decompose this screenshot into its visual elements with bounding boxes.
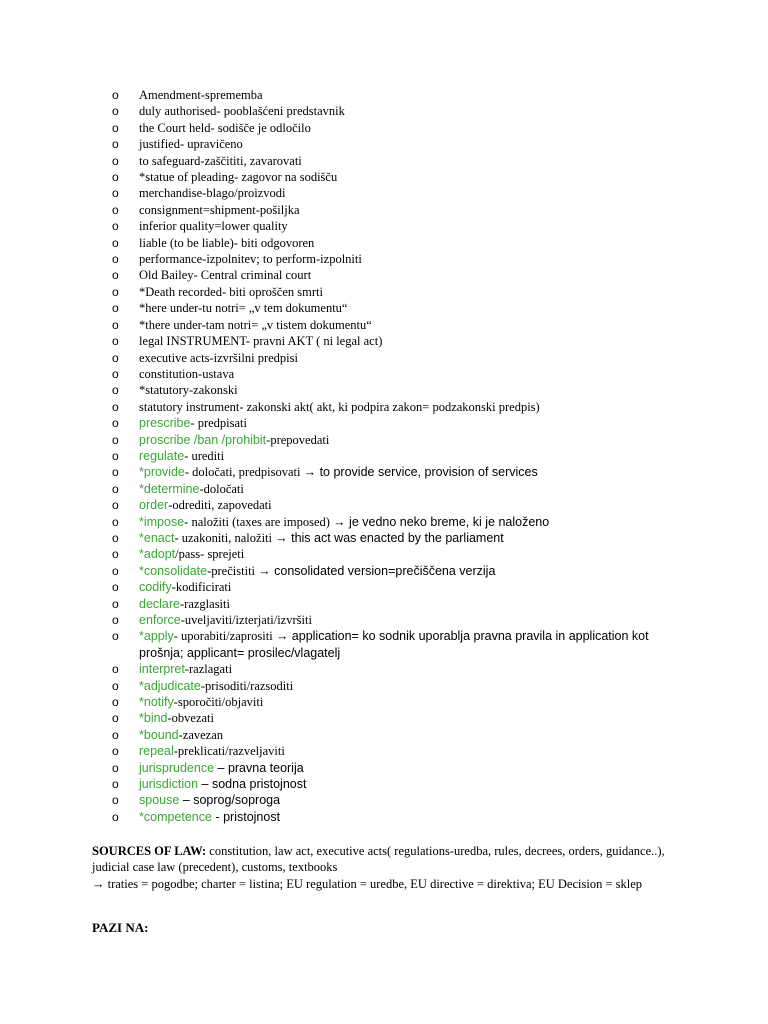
list-item (0, 120, 768, 136)
list-item (0, 628, 768, 661)
term-text: – sodna pristojnost (198, 777, 307, 792)
term-text: → application= ko sodnik uporablja pravna pravila in application kot prošnja; applicant= prosilec/vlagatelj (139, 629, 649, 660)
term-text: the Court held- sodišče je odločilo (139, 120, 311, 135)
term-highlight: *bind (139, 711, 168, 726)
list-item (0, 661, 768, 677)
term-text: statutory instrument- zakonski akt( akt, ki podpira zakon= podzakonski predpis) (139, 399, 540, 414)
list-item (0, 694, 768, 710)
bullet-icon: o (112, 416, 119, 431)
bullet-icon: o (112, 268, 119, 283)
term-text: – soprog/soproga (179, 793, 281, 808)
list-item (0, 366, 768, 382)
list-item (0, 300, 768, 316)
term-text: - predpisati (190, 416, 248, 431)
term-text: executive acts-izvršilni predpisi (139, 350, 298, 365)
bullet-icon: o (112, 104, 119, 119)
term-highlight: *bound (139, 727, 179, 742)
term-highlight: *enact (139, 530, 175, 545)
bullet-icon: o (112, 284, 119, 299)
bullet-icon: o (112, 629, 119, 644)
list-item (0, 678, 768, 694)
term-highlight: *provide (139, 465, 185, 480)
term-text: liable (to be liable)- biti odgovoren (139, 235, 315, 250)
term-text: -preklicati/razveljaviti (173, 744, 285, 759)
list-item (0, 612, 768, 628)
list-item (0, 448, 768, 464)
bullet-icon: o (112, 727, 119, 742)
list-item (0, 267, 768, 283)
term-text: -obvezati (167, 711, 215, 726)
term-text: -razglasiti (180, 596, 230, 611)
list-item (0, 514, 768, 530)
term-highlight: declare (139, 596, 180, 611)
term-highlight: spouse (139, 793, 180, 808)
list-item (0, 497, 768, 513)
list-item (0, 464, 768, 480)
bullet-icon: o (112, 383, 119, 398)
sources-heading: SOURCES OF LAW: (92, 844, 207, 858)
term-text: -določati (199, 481, 244, 496)
term-text: - uzakoniti, naložiti (174, 530, 276, 545)
term-text: to safeguard-zaščititi, zavarovati (139, 153, 302, 168)
bullet-icon: o (112, 678, 119, 693)
term-text: Amendment-sprememba (139, 88, 263, 102)
term-text: merchandise-blago/proizvodi (139, 186, 286, 201)
term-text: -kodificirati (171, 580, 232, 595)
term-highlight: *competence (139, 809, 212, 824)
list-item (0, 235, 768, 251)
term-text: *there under-tam notri= „v tistem dokumentu“ (139, 317, 372, 332)
bullet-icon: o (112, 186, 119, 201)
bullet-icon: o (112, 777, 119, 792)
bullet-icon: o (112, 235, 119, 250)
sources-of-law-paragraph (92, 843, 682, 892)
bullet-icon: o (112, 613, 119, 627)
term-text: Old Bailey- Central criminal court (139, 268, 312, 283)
term-text: -sporočiti/objaviti (173, 695, 264, 710)
list-item (0, 530, 768, 546)
term-text: → je vedno neko breme, ki je naloženo (333, 514, 550, 529)
list-item (0, 792, 768, 808)
list-item (0, 284, 768, 300)
term-text: -zavezan (178, 727, 224, 742)
term-text: → consolidated version=prečiščena verzija (258, 563, 496, 578)
bullet-icon: o (112, 547, 119, 562)
term-text: /pass- sprejeti (175, 547, 245, 562)
bullet-icon: o (112, 662, 119, 677)
bullet-icon: o (112, 580, 119, 595)
list-item (0, 87, 768, 103)
term-highlight: enforce (139, 613, 181, 627)
list-item (0, 136, 768, 152)
bullet-icon: o (112, 202, 119, 217)
term-highlight: proscribe /ban /prohibit (139, 432, 267, 447)
list-item (0, 760, 768, 776)
term-text: -prisoditi/razsoditi (200, 678, 294, 693)
term-text: *statutory-zakonski (139, 383, 238, 398)
bullet-icon: o (112, 153, 119, 168)
list-item (0, 546, 768, 562)
term-highlight: *apply (139, 629, 174, 644)
bullet-icon: o (112, 498, 119, 513)
term-highlight: jurisdiction (139, 777, 199, 792)
bullet-icon: o (112, 465, 119, 480)
list-item (0, 317, 768, 333)
bullet-icon: o (112, 170, 119, 185)
term-highlight: regulate (139, 448, 185, 463)
list-item (0, 415, 768, 431)
list-item (0, 251, 768, 267)
bullet-icon: o (112, 366, 119, 381)
list-item (0, 350, 768, 366)
term-text: - naložiti (taxes are imposed) (184, 514, 334, 529)
list-item (0, 153, 768, 169)
bullet-icon: o (112, 334, 119, 349)
bullet-icon: o (112, 760, 119, 775)
term-text: legal INSTRUMENT- pravni AKT ( ni legal act) (139, 334, 383, 349)
list-item (0, 185, 768, 201)
term-highlight: interpret (139, 662, 185, 677)
term-text: - uporabiti/zaprositi (173, 629, 276, 644)
bullet-icon: o (112, 514, 119, 529)
term-highlight: *consolidate (139, 563, 208, 578)
bullet-icon: o (112, 432, 119, 447)
term-text: – pravna teorija (214, 760, 304, 775)
bullet-icon: o (112, 399, 119, 414)
bullet-icon: o (112, 481, 119, 496)
term-highlight: jurisprudence (139, 760, 215, 775)
pazi-na-heading: PAZI NA: (92, 920, 149, 935)
term-text: consignment=shipment-pošiljka (139, 202, 300, 217)
list-item (0, 743, 768, 759)
term-text: *here under-tu notri= „v tem dokumentu“ (139, 301, 348, 316)
list-item (0, 169, 768, 185)
bullet-icon: o (112, 809, 119, 824)
term-highlight: repeal (139, 744, 174, 759)
list-item (0, 579, 768, 595)
term-text: -odrediti, zapovedati (168, 498, 272, 513)
list-item (0, 563, 768, 579)
bullet-icon: o (112, 137, 119, 152)
bullet-icon: o (112, 793, 119, 808)
term-text: - določati, predpisovati (184, 465, 304, 480)
term-text: justified- upravičeno (139, 137, 243, 152)
list-item (0, 776, 768, 792)
term-text: - pristojnost (211, 809, 281, 824)
term-text: constitution-ustava (139, 366, 235, 381)
bullet-icon: o (112, 596, 119, 611)
bullet-icon: o (112, 448, 119, 463)
bullet-icon: o (112, 744, 119, 759)
term-text: inferior quality=lower quality (139, 219, 288, 234)
bullet-icon: o (112, 695, 119, 710)
bullet-icon: o (112, 120, 119, 135)
term-text: -prepovedati (266, 432, 330, 447)
list-item (0, 809, 768, 825)
bullet-icon: o (112, 350, 119, 365)
list-item (0, 481, 768, 497)
list-item (0, 727, 768, 743)
sources-line-2: → traties = pogodbe; charter = listina; EU regulation = uredbe, EU directive = direktiva; EU Decision = sklep (92, 876, 643, 891)
bullet-icon: o (112, 252, 119, 267)
term-text: -uveljaviti/izterjati/izvršiti (180, 613, 312, 627)
list-item (0, 202, 768, 218)
bullet-icon: o (112, 563, 119, 578)
term-text: → to provide service, provision of services (303, 465, 538, 480)
term-highlight: *notify (139, 695, 174, 710)
bullet-icon: o (112, 530, 119, 545)
term-text: -razlagati (184, 662, 233, 677)
term-highlight: codify (139, 580, 172, 595)
term-text: *statue of pleading- zagovor na sodišču (139, 170, 338, 185)
term-highlight: order (139, 498, 169, 513)
list-item (0, 432, 768, 448)
list-item (0, 103, 768, 119)
sources-text: constitution, law act, executive acts( regulations-uredba, rules, decrees, orders, guidance..), judicial case law (precedent), customs, textbooks (92, 844, 665, 875)
list-item (0, 710, 768, 726)
list-item (0, 399, 768, 415)
term-highlight: *adjudicate (139, 678, 201, 693)
bullet-icon: o (112, 219, 119, 234)
bullet-icon: o (112, 88, 119, 102)
bullet-icon: o (112, 317, 119, 332)
vocabulary-list (0, 87, 768, 825)
term-text: - urediti (184, 448, 225, 463)
bullet-icon: o (112, 301, 119, 316)
term-highlight: *adopt (139, 547, 176, 562)
list-item (0, 382, 768, 398)
term-text: -prečistiti (207, 563, 259, 578)
list-item (0, 333, 768, 349)
list-item (0, 596, 768, 612)
term-text: performance-izpolnitev; to perform-izpolniti (139, 252, 362, 267)
term-highlight: *impose (139, 514, 185, 529)
bullet-icon: o (112, 711, 119, 726)
term-text: → this act was enacted by the parliament (275, 530, 504, 545)
term-highlight: *determine (139, 481, 200, 496)
term-text: duly authorised- pooblašćeni predstavnik (139, 104, 345, 119)
term-highlight: prescribe (139, 416, 191, 431)
list-item (0, 218, 768, 234)
term-text: *Death recorded- biti oproščen smrti (139, 284, 323, 299)
